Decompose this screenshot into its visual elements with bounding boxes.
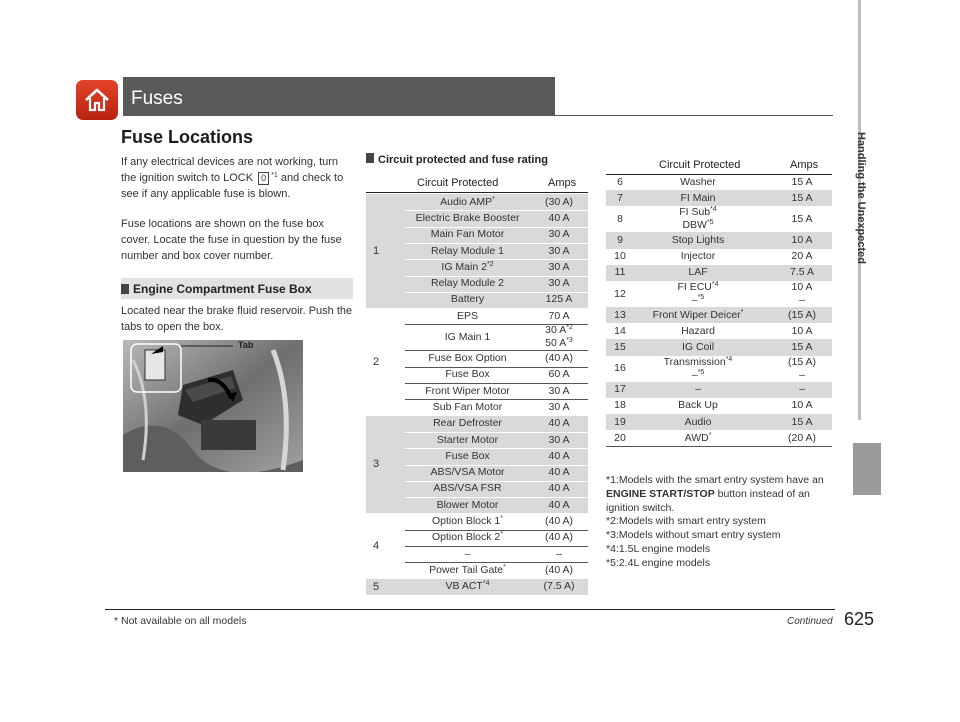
footnote-2: *2:Models with smart entry system — [606, 515, 766, 528]
fuse-number: 20 — [614, 431, 626, 444]
amp-rating — [530, 515, 588, 528]
fuse-number: 11 — [614, 266, 626, 279]
amp-rating — [772, 309, 832, 322]
amp-rating — [530, 548, 588, 561]
cell-text: 30 A — [548, 433, 570, 446]
circuit-name — [405, 466, 530, 479]
cell-text: 40 A — [548, 211, 570, 224]
continued-label: Continued — [787, 616, 833, 627]
amp-rating — [772, 176, 832, 189]
cell-text: 10 A — [791, 281, 813, 293]
cell-text: FI Sub — [679, 206, 711, 219]
chapter-tab[interactable] — [853, 443, 881, 495]
fuse-number: 5 — [372, 580, 380, 593]
footnote-ref: *5 — [706, 219, 714, 227]
amp-rating — [530, 434, 588, 447]
circuit-name — [405, 228, 530, 241]
cell-text: – — [799, 383, 805, 396]
circuit-name — [405, 293, 530, 306]
fuse-number: 3 — [372, 458, 380, 471]
fuse-number: 19 — [614, 415, 626, 428]
amp-rating — [530, 245, 588, 258]
amp-rating — [530, 450, 588, 463]
intro-paragraph-2: Fuse locations are shown on the fuse box cover. Locate the fuse in question by the fuse number and box cover number. — [121, 218, 342, 262]
cell-text: DBW — [682, 219, 707, 232]
home-icon[interactable] — [76, 80, 118, 120]
cell-text: 40 A — [548, 417, 570, 430]
left-header-circuit: Circuit Protected — [417, 177, 499, 189]
circuit-name — [405, 352, 530, 365]
fuse-number: 13 — [614, 308, 626, 321]
intro-text-a: If any electrical devices are not working, turn the ignition switch to LOCK — [121, 156, 339, 184]
cell-text: 15 A — [791, 191, 813, 204]
cell-text: 40 A — [548, 482, 570, 495]
cell-text: IG Coil — [681, 341, 715, 353]
amp-rating — [772, 432, 832, 445]
amp-rating — [772, 250, 832, 263]
circuit-name — [405, 277, 530, 290]
cell-text: Relay Module 2 — [431, 277, 504, 290]
cell-text: 15 A — [791, 341, 813, 353]
amp-rating — [530, 310, 588, 323]
footnote-1-post: button instead of an ignition switch. — [606, 487, 810, 514]
amp-rating — [530, 324, 588, 350]
cell-text: 70 A — [548, 309, 570, 322]
cell-text: VB ACT — [445, 580, 483, 593]
amp-rating — [772, 341, 832, 354]
footnote-5: *5:2.4L engine models — [606, 556, 711, 569]
cell-text: Battery — [450, 293, 485, 306]
fuse-number: 10 — [614, 250, 626, 263]
cell-text: AWD — [684, 431, 709, 444]
circuit-name — [634, 281, 762, 307]
page-title: Fuses — [131, 88, 183, 109]
cell-text: Main Fan Motor — [430, 228, 505, 241]
amp-rating — [530, 352, 588, 365]
footnote-3: *3:Models without smart entry system — [606, 529, 781, 542]
cell-text: Option Block 1 — [431, 515, 501, 528]
cell-text: 10 A — [791, 399, 813, 412]
footnote-1-text: *1:Models with the smart entry system have an — [606, 474, 824, 486]
row-divider — [606, 446, 832, 447]
cell-text: Audio — [684, 415, 712, 428]
cell-text: Washer — [680, 175, 716, 188]
circuit-name — [634, 206, 762, 232]
footnote-ref: *4 — [711, 281, 719, 288]
cell-text: FI ECU — [677, 281, 712, 293]
cell-text: 30 A — [548, 400, 570, 413]
circuit-name — [405, 499, 530, 512]
circuit-name — [634, 325, 762, 338]
cell-text: Blower Motor — [436, 498, 499, 511]
amp-rating — [772, 192, 832, 205]
cell-text: 30 A — [548, 384, 570, 397]
cell-text: 15 A — [791, 212, 813, 225]
cell-text: – — [464, 547, 471, 560]
fuse-number: 6 — [617, 175, 623, 188]
cell-text: Transmission — [663, 355, 726, 368]
footnote-ref: * — [708, 431, 712, 439]
footnotes — [606, 474, 838, 571]
circuit-name — [405, 515, 530, 528]
cell-text: 30 A — [548, 277, 570, 290]
table-caption-text: Circuit protected and fuse rating — [378, 154, 548, 166]
amp-rating — [772, 325, 832, 338]
amp-rating — [530, 293, 588, 306]
amp-rating — [530, 580, 588, 593]
engine-fuse-box-heading — [121, 278, 353, 299]
cell-text: ABS/VSA Motor — [430, 466, 505, 479]
intro-text-b: and check to see if any applicable fuse is blown. — [121, 171, 344, 200]
fuse-number: 4 — [372, 539, 380, 552]
footnote-1 — [606, 474, 838, 515]
footnote-ref: * — [500, 531, 504, 539]
footnote-ref: *4 — [482, 580, 490, 588]
cell-text: EPS — [456, 309, 478, 322]
circuit-name — [405, 531, 530, 544]
cell-text: LAF — [688, 266, 708, 279]
amp-rating — [772, 281, 832, 307]
circuit-name — [634, 234, 762, 247]
cell-text: 15 A — [791, 415, 813, 428]
fuse-number: 8 — [617, 212, 623, 225]
cell-text: FI Main — [680, 191, 716, 204]
amp-rating — [530, 499, 588, 512]
amp-rating — [530, 196, 588, 209]
cell-text: Sub Fan Motor — [432, 400, 503, 413]
amp-rating — [772, 416, 832, 429]
cell-text: Electric Brake Booster — [415, 211, 520, 224]
circuit-name — [405, 261, 530, 274]
cell-text: – — [691, 294, 698, 306]
amp-rating — [530, 401, 588, 414]
cell-text: (40 A) — [544, 515, 573, 528]
fuse-number: 1 — [372, 245, 380, 258]
page-footnote: * Not available on all models — [114, 615, 247, 627]
amp-rating — [530, 385, 588, 398]
cell-text: 60 A — [548, 368, 570, 381]
cell-text: Fuse Box Option — [428, 352, 507, 365]
amp-rating — [772, 266, 832, 279]
circuit-name — [405, 368, 530, 381]
cell-text: Injector — [680, 250, 716, 263]
cell-text: 15 A — [791, 175, 813, 188]
circuit-name — [405, 417, 530, 430]
fuse-number: 14 — [614, 324, 626, 337]
circuit-name — [634, 399, 762, 412]
footnote-ref: *2 — [486, 260, 494, 268]
chapter-label: Handling the Unexpected — [855, 132, 867, 265]
amp-rating — [530, 417, 588, 430]
amp-rating — [772, 234, 832, 247]
circuit-name — [405, 564, 530, 577]
fuse-number: 2 — [372, 355, 380, 368]
lock-key-icon: 0 — [258, 172, 269, 185]
circuit-name — [405, 212, 530, 225]
circuit-name — [634, 176, 762, 189]
circuit-name — [634, 309, 762, 322]
cell-text: 10 A — [791, 324, 813, 337]
fuse-number: 7 — [617, 191, 623, 204]
fuse-box-illustration — [123, 340, 303, 472]
cell-text: Hazard — [681, 324, 715, 337]
circuit-name — [405, 385, 530, 398]
bullet-square-icon — [121, 284, 129, 294]
cell-text: (15 A) — [787, 308, 816, 321]
section-title: Fuse Locations — [121, 127, 254, 147]
circuit-name — [405, 331, 530, 344]
circuit-name — [405, 401, 530, 414]
page-title-bar — [123, 77, 555, 116]
footnote-ref: *4 — [710, 206, 717, 214]
footnote-ref: *1 — [271, 171, 278, 179]
cell-text: Front Wiper Deicer — [652, 308, 741, 321]
intro-paragraph-1 — [121, 155, 353, 202]
footnote-ref: *5 — [697, 294, 705, 301]
cell-text: 30 A — [545, 324, 567, 337]
cell-text: 40 A — [548, 498, 570, 511]
group-divider — [366, 595, 588, 596]
cell-text: 30 A — [548, 260, 570, 273]
cell-text: 10 A — [791, 234, 813, 246]
right-header-amps: Amps — [790, 159, 819, 171]
cell-text: – — [799, 294, 805, 306]
title-divider — [123, 115, 833, 116]
footnote-ref: * — [503, 563, 506, 571]
cell-text: 40 A — [548, 449, 570, 462]
fuse-number: 16 — [614, 362, 626, 375]
cell-text: (40 A) — [544, 531, 573, 544]
footnote-ref: * — [492, 195, 495, 203]
footnote-ref: *3 — [566, 337, 573, 345]
cell-text: 20 A — [791, 250, 813, 263]
footnote-ref: * — [740, 308, 744, 316]
cell-text: Front Wiper Motor — [425, 384, 510, 397]
left-header-rule — [366, 192, 588, 193]
cell-text: (15 A) — [787, 355, 816, 368]
footnote-1-bold: ENGINE START/STOP — [606, 487, 715, 500]
cell-text: 40 A — [548, 466, 570, 479]
cell-text: Rear Defroster — [433, 417, 502, 430]
fuse-number: 18 — [614, 399, 626, 412]
circuit-name — [405, 482, 530, 495]
amp-rating — [772, 399, 832, 412]
cell-text: – — [799, 368, 805, 381]
cell-text: Stop Lights — [671, 234, 725, 246]
circuit-name — [405, 196, 530, 209]
footnote-ref: * — [500, 515, 504, 523]
cell-text: IG Main 1 — [444, 330, 491, 343]
footnote-ref: *2 — [566, 324, 573, 332]
right-header-circuit: Circuit Protected — [659, 159, 741, 171]
circuit-name — [634, 250, 762, 263]
amp-rating — [530, 531, 588, 544]
cell-text: Starter Motor — [436, 433, 499, 446]
cell-text: Back Up — [678, 399, 718, 412]
amp-rating — [772, 383, 832, 396]
circuit-name — [634, 356, 762, 382]
circuit-name — [634, 266, 762, 279]
circuit-name — [634, 341, 762, 354]
footnote-4: *4:1.5L engine models — [606, 542, 711, 555]
cell-text: (40 A) — [544, 563, 573, 576]
fuse-number: 9 — [617, 234, 623, 246]
bullet-square-icon — [366, 153, 374, 163]
page-number: 625 — [844, 609, 875, 629]
cell-text: 30 A — [548, 228, 570, 241]
circuit-name — [634, 416, 762, 429]
cell-text: Relay Module 1 — [431, 244, 504, 257]
cell-text: 125 A — [545, 293, 573, 306]
circuit-name — [405, 548, 530, 561]
circuit-name — [405, 450, 530, 463]
cell-text: Option Block 2 — [431, 531, 501, 544]
left-header-amps: Amps — [548, 177, 577, 189]
cell-text: Power Tail Gate — [429, 563, 504, 576]
cell-text: 50 A — [545, 337, 567, 350]
table-caption — [366, 153, 548, 166]
cell-text: (20 A) — [787, 431, 816, 444]
tab-callout-label: Tab — [238, 340, 254, 350]
cell-text: – — [556, 547, 562, 560]
intro-paragraph-3: Located near the brake fluid reservoir. Push the tabs to open the box. — [121, 305, 353, 333]
cell-text: (30 A) — [544, 195, 573, 208]
amp-rating — [530, 212, 588, 225]
amp-rating — [530, 277, 588, 290]
circuit-name — [405, 310, 530, 323]
circuit-name — [634, 383, 762, 396]
amp-rating — [530, 368, 588, 381]
cell-text: Fuse Box — [445, 449, 490, 462]
footnote-ref: *5 — [697, 368, 705, 376]
cell-text: 7.5 A — [790, 266, 814, 279]
cell-text: ABS/VSA FSR — [433, 482, 502, 495]
circuit-name — [405, 434, 530, 447]
amp-rating — [530, 466, 588, 479]
sub-heading-text: Engine Compartment Fuse Box — [133, 281, 312, 296]
cell-text: IG Main 2 — [441, 260, 487, 273]
cell-text: (7.5 A) — [543, 580, 575, 593]
circuit-name — [405, 580, 530, 593]
cell-text: Fuse Box — [445, 368, 490, 381]
amp-rating — [530, 482, 588, 495]
footer-rule — [105, 609, 835, 610]
cell-text: 30 A — [548, 244, 570, 257]
circuit-name — [634, 192, 762, 205]
footnote-ref: *4 — [725, 355, 733, 363]
fuse-number: 15 — [614, 341, 626, 353]
cell-text: – — [695, 383, 701, 396]
amp-rating — [772, 213, 832, 226]
amp-rating — [772, 356, 832, 382]
cell-text: Audio AMP — [440, 195, 493, 208]
fuse-number: 17 — [614, 383, 626, 396]
amp-rating — [530, 564, 588, 577]
fuse-number: 12 — [614, 287, 626, 300]
circuit-name — [634, 432, 762, 445]
circuit-name — [405, 245, 530, 258]
cell-text: (40 A) — [544, 352, 573, 365]
cell-text: – — [691, 368, 698, 381]
amp-rating — [530, 261, 588, 274]
amp-rating — [530, 228, 588, 241]
